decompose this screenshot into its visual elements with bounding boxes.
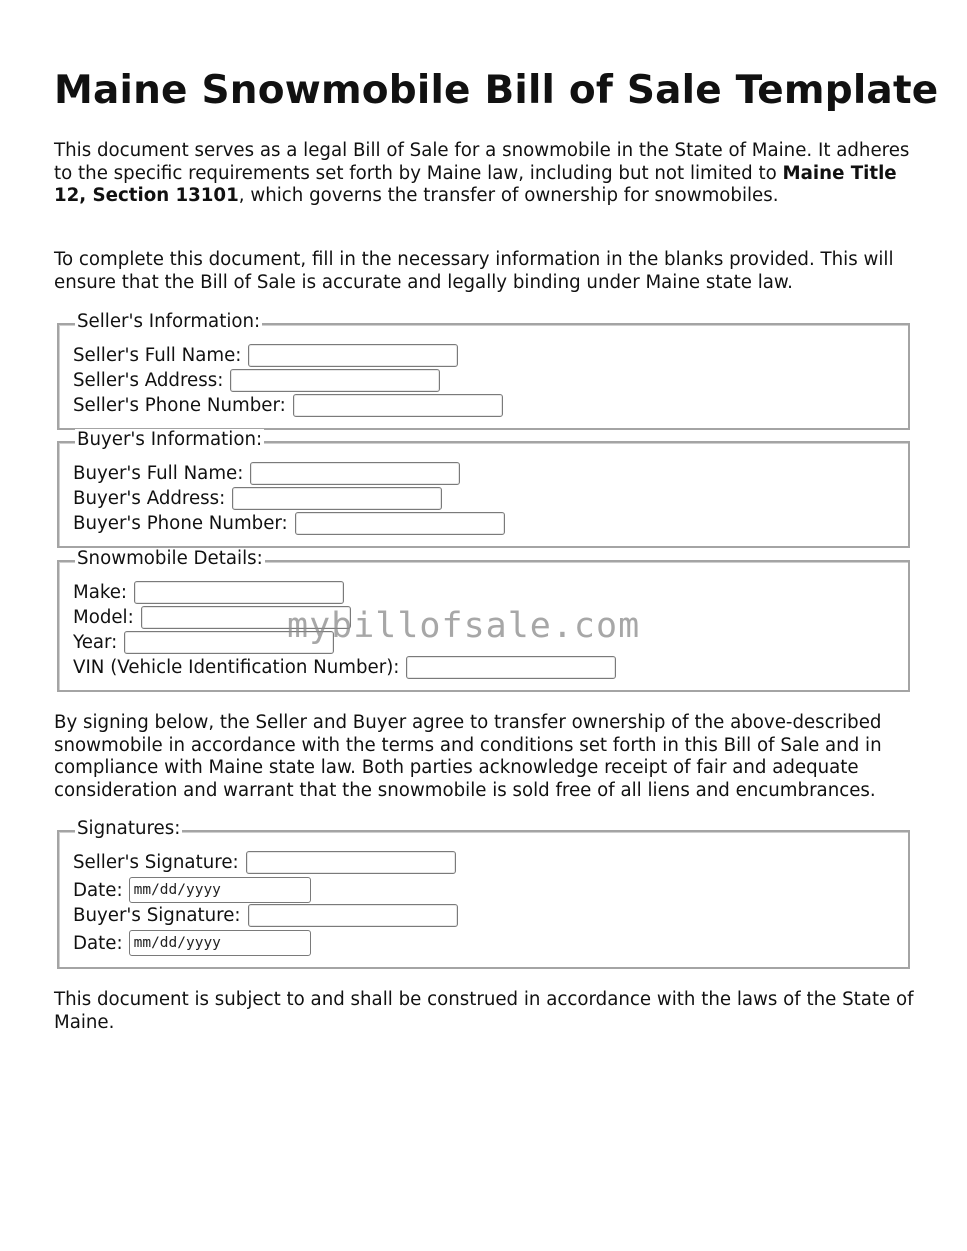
seller-phone-input[interactable] — [293, 394, 503, 417]
seller-phone-row — [73, 393, 503, 417]
instructions-paragraph: To complete this document, fill in the necessary information in the blanks provided. This will ensure that the Bill of Sale is accurate and legally binding under Maine state law. — [54, 249, 894, 293]
seller-phone-label: Seller's Phone Number: — [73, 394, 286, 416]
buyer-signature-input[interactable] — [248, 904, 458, 927]
buyer-phone-row — [73, 511, 505, 535]
buyer-signature-row — [73, 903, 458, 927]
seller-date-label: Date: — [73, 879, 123, 901]
intro-paragraph — [54, 140, 916, 208]
buyer-date-row — [73, 929, 311, 957]
buyer-name-input[interactable] — [250, 462, 460, 485]
closing-paragraph: This document is subject to and shall be construed in accordance with the laws of the State of Maine. — [54, 989, 914, 1033]
seller-address-input[interactable] — [230, 369, 440, 392]
seller-signature-input[interactable] — [246, 851, 456, 874]
seller-date-input[interactable]: mm/dd/yyyy — [129, 877, 311, 903]
watermark: mybillofsale.com — [287, 606, 641, 646]
buyer-date-input[interactable]: mm/dd/yyyy — [129, 930, 311, 956]
seller-name-input[interactable] — [248, 344, 458, 367]
seller-address-row — [73, 368, 440, 392]
buyer-phone-label: Buyer's Phone Number: — [73, 512, 288, 534]
vin-label: VIN (Vehicle Identification Number): — [73, 656, 400, 678]
year-label: Year: — [73, 631, 118, 653]
agreement-paragraph: By signing below, the Seller and Buyer agree to transfer ownership of the above-described snowmobile in accordance with the terms and conditions set forth in this Bill of Sale and in compliance with Maine state law. Both parties acknowledge receipt of fair and adequate consideration and warrant that the snowmobile is sold free of all liens and encumbrances. — [54, 712, 882, 802]
buyer-legend: Buyer's Information: — [77, 429, 263, 450]
signatures-legend: Signatures: — [77, 818, 181, 839]
buyer-name-row — [73, 461, 460, 485]
buyer-address-row — [73, 486, 442, 510]
buyer-date-label: Date: — [73, 932, 123, 954]
model-label: Model: — [73, 606, 134, 628]
seller-signature-row — [73, 850, 456, 874]
intro-text-2: , which governs the transfer of ownership for snowmobiles. — [238, 185, 779, 207]
page-title: Maine Snowmobile Bill of Sale Template — [54, 68, 939, 113]
seller-date-row — [73, 876, 311, 904]
seller-name-label: Seller's Full Name: — [73, 344, 242, 366]
intro-text-1: This document serves as a legal Bill of Sale for a snowmobile in the State of Maine. It adheres to the specific requirements set forth by Maine law, including but not limited to — [54, 140, 910, 184]
signatures-fieldset — [57, 818, 910, 969]
make-label: Make: — [73, 581, 128, 603]
buyer-signature-label: Buyer's Signature: — [73, 904, 241, 926]
buyer-fieldset — [57, 429, 910, 548]
make-input[interactable] — [134, 581, 344, 604]
make-row — [73, 580, 344, 604]
seller-address-label: Seller's Address: — [73, 369, 224, 391]
vin-input[interactable] — [406, 656, 616, 679]
buyer-phone-input[interactable] — [295, 512, 505, 535]
vin-row — [73, 655, 616, 679]
seller-signature-label: Seller's Signature: — [73, 851, 239, 873]
seller-name-row — [73, 343, 458, 367]
seller-fieldset — [57, 311, 910, 430]
buyer-address-label: Buyer's Address: — [73, 487, 226, 509]
buyer-name-label: Buyer's Full Name: — [73, 462, 244, 484]
buyer-address-input[interactable] — [232, 487, 442, 510]
snowmobile-legend: Snowmobile Details: — [77, 548, 263, 569]
seller-legend: Seller's Information: — [77, 311, 261, 332]
intro-statute: Maine Title 12, Section 13101 — [54, 162, 897, 207]
